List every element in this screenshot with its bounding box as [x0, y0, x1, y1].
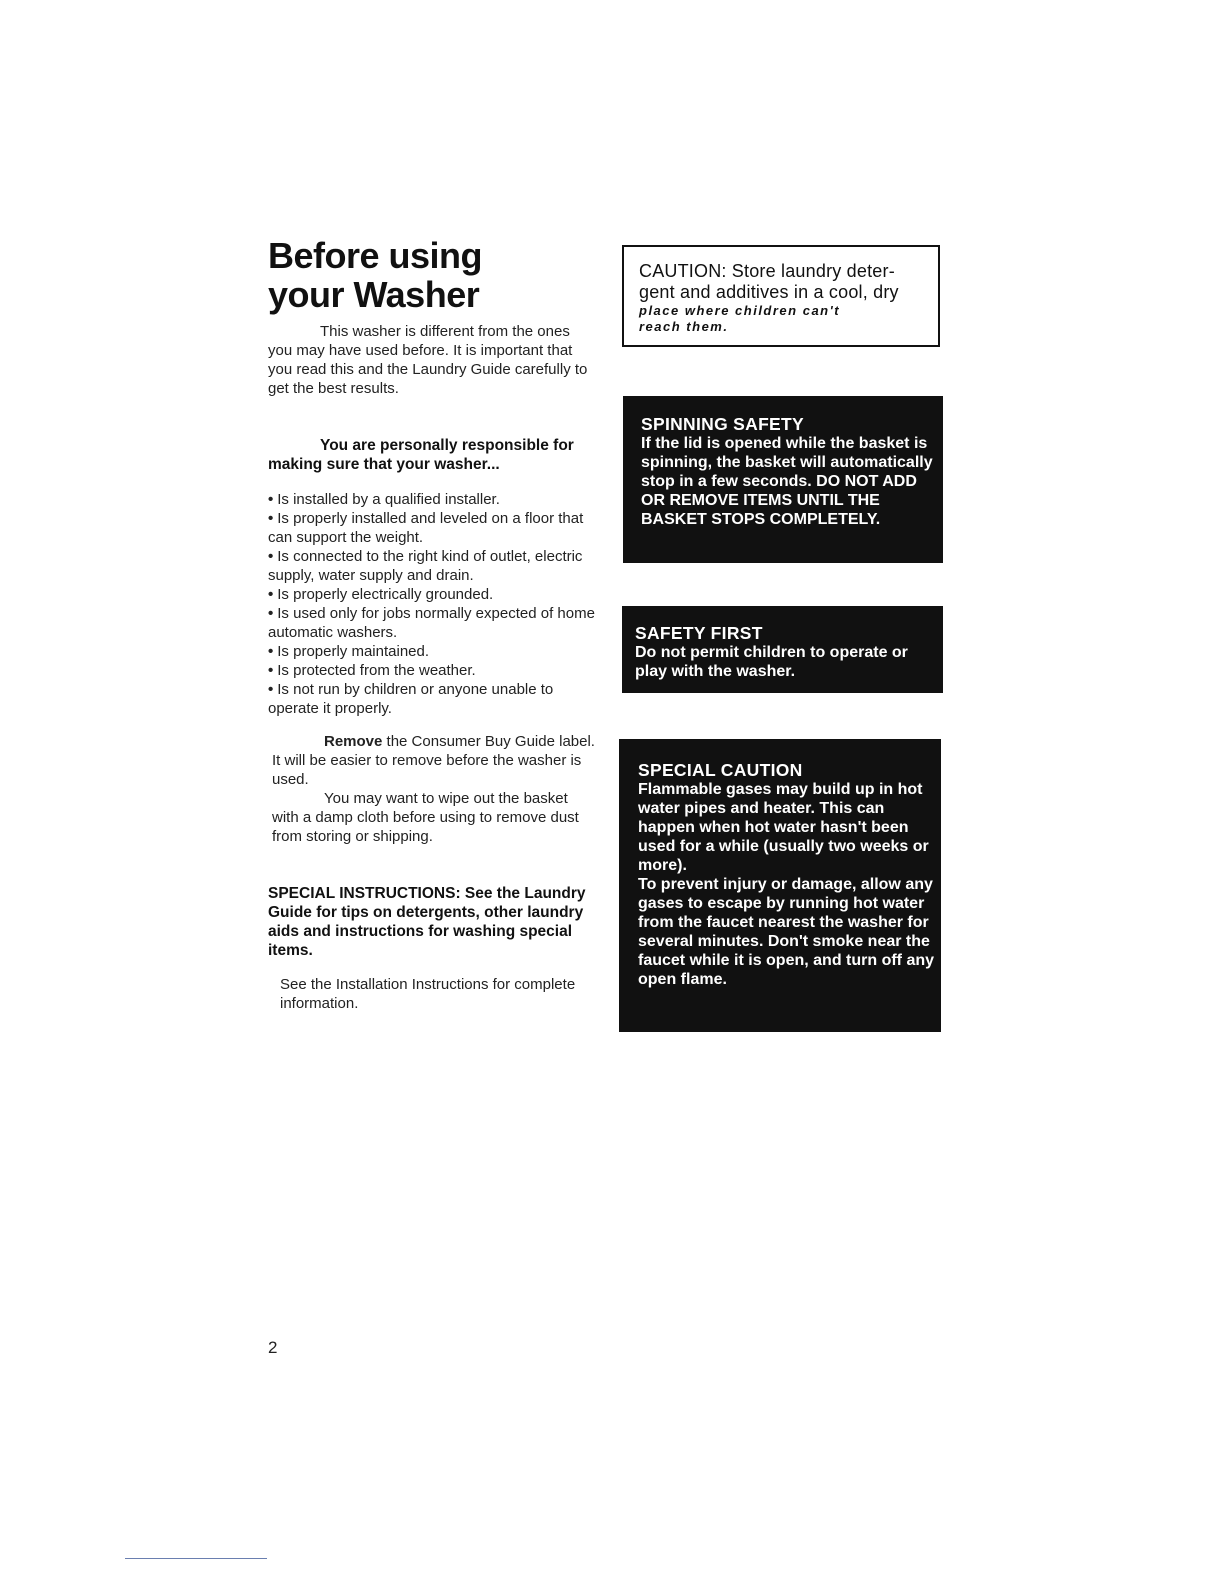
responsibility-list	[268, 490, 598, 718]
caution-box	[622, 245, 940, 347]
special-instructions: SPECIAL INSTRUCTIONS: See the Laundry Guide for tips on detergents, other laundry aids and instructions for washing special items.	[268, 884, 586, 959]
title-line-1: Before using	[268, 235, 483, 276]
spinning-safety-warning: DO NOT ADD OR REMOVE ITEMS UNTIL THE BASKET STOPS COMPLETELY.	[641, 473, 917, 528]
page-title	[268, 236, 598, 314]
remove-paragraph	[272, 732, 598, 789]
left-column	[268, 236, 598, 1013]
list-item: • Is not run by children or anyone unable to operate it properly.	[268, 680, 598, 718]
installation-note: See the Installation Instructions for complete information.	[280, 976, 576, 1012]
caution-line-3: place where children can't	[639, 303, 841, 318]
page-number: 2	[268, 1338, 278, 1357]
safety-first-text: Do not permit children to operate or play with the washer.	[635, 644, 908, 680]
caution-line-4: reach them.	[639, 319, 729, 334]
footer-rule	[125, 1558, 267, 1559]
remove-rest: the Consumer Buy Guide label. It will be easier to remove before the washer is used.	[272, 732, 595, 788]
safety-first-box	[622, 606, 943, 693]
special-caution-heading: SPECIAL CAUTION	[638, 760, 803, 780]
list-item: • Is used only for jobs normally expected of home automatic washers.	[268, 604, 598, 642]
list-item: • Is properly maintained.	[268, 642, 598, 661]
spinning-safety-box	[623, 396, 943, 563]
special-caution-text-2: To prevent injury or damage, allow any gases to escape by running hot water from the faucet nearest the washer for several minutes. Don't smoke near the faucet while it is open, and turn off any open flame.	[638, 876, 935, 988]
special-caution-box	[619, 739, 941, 1032]
caution-line-2: gent and additives in a cool, dry	[639, 282, 899, 302]
spinning-safety-body: If the lid is opened while the basket is spinning, the basket will automatically stop in a few seconds.	[641, 435, 933, 490]
list-item: • Is properly electrically grounded.	[268, 585, 598, 604]
remove-bold: Remove	[324, 732, 383, 750]
list-item: • Is properly installed and leveled on a floor that can support the weight.	[268, 509, 598, 547]
special-caution-text-1: Flammable gases may build up in hot water pipes and heater. This can happen when hot water hasn't been used for a while (usually two weeks or more).	[638, 781, 929, 874]
list-item: • Is installed by a qualified installer.	[268, 490, 598, 509]
list-item: • Is connected to the right kind of outlet, electric supply, water supply and drain.	[268, 547, 598, 585]
intro-paragraph: This washer is different from the ones you may have used before. It is important that you read this and the Laundry Guide carefully to get the best results.	[268, 323, 588, 397]
responsibility-heading: You are personally responsible for making sure that your washer...	[268, 437, 574, 473]
remove-label-section	[268, 732, 598, 846]
caution-line-1: CAUTION: Store laundry deter-	[639, 261, 895, 281]
safety-first-heading: SAFETY FIRST	[635, 623, 763, 643]
wipe-paragraph: You may want to wipe out the basket with a damp cloth before using to remove dust from storing or shipping.	[272, 789, 579, 845]
list-item: • Is protected from the weather.	[268, 661, 598, 680]
spinning-safety-heading: SPINNING SAFETY	[641, 414, 804, 434]
spinning-safety-text	[641, 434, 933, 529]
title-line-2: your Washer	[268, 274, 480, 315]
